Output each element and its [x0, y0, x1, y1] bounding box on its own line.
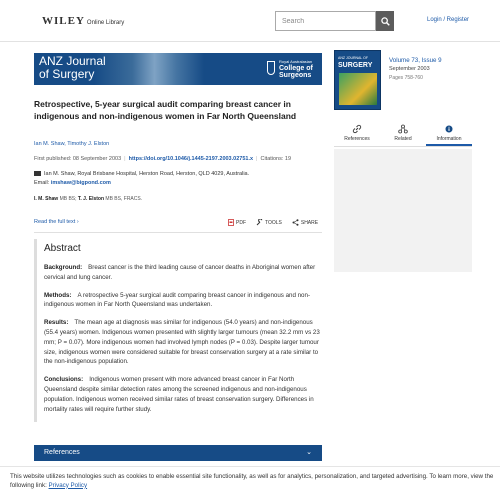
sidebar-tabs — [334, 121, 472, 147]
issue-pages: Pages 758-760 — [389, 75, 423, 81]
first-published-label: First published: — [34, 156, 72, 162]
share-label: SHARE — [300, 219, 319, 226]
logo-text: WILEY — [42, 15, 85, 27]
share-button[interactable] — [292, 219, 318, 226]
banner-photo — [94, 53, 204, 85]
read-full-text-link[interactable] — [34, 219, 79, 225]
search-button[interactable] — [376, 11, 394, 31]
site-header — [0, 0, 500, 42]
journal-title-line2: of Surgery — [39, 67, 95, 81]
section-label: Results: — [44, 319, 69, 327]
section-label: Methods: — [44, 291, 72, 299]
search-input[interactable] — [275, 11, 376, 31]
email-link[interactable]: imshaw@bigpond.com — [50, 180, 111, 186]
issue-volume-link[interactable]: Volume 73, Issue 9 — [389, 57, 442, 64]
cover-title-line2: SURGERY — [338, 62, 373, 69]
search-box — [275, 11, 394, 31]
college-crest-icon — [267, 61, 275, 75]
section-text: A retrospective 5-year surgical audit comparing breast cancer in indigenous and non-indigenous women in Far North Queensland was undertaken. — [44, 291, 311, 309]
abstract-results — [44, 318, 322, 367]
cover-artwork — [339, 73, 377, 105]
info-icon — [444, 124, 454, 134]
section-label: Background: — [44, 264, 83, 271]
journal-banner[interactable] — [34, 53, 322, 85]
tab-information[interactable] — [426, 121, 472, 146]
read-full-text-label: Read the full text — [34, 219, 76, 225]
section-label: Conclusions: — [44, 376, 84, 384]
college-name: College of Surgeons — [279, 65, 313, 79]
issue-date: September 2003 — [389, 66, 430, 72]
cookie-text — [10, 473, 495, 490]
pdf-button[interactable] — [228, 219, 246, 226]
wiley-logo[interactable] — [42, 15, 124, 27]
abstract-conclusions — [44, 375, 322, 414]
information-panel — [334, 149, 472, 272]
envelope-icon — [34, 171, 41, 176]
related-icon — [398, 124, 408, 134]
corresponding-email — [34, 180, 111, 186]
publication-info: First published: 08 September 2003 | https://doi.org/10.1046/j.1445-2197.2003.02751.x | Citations: 19 — [34, 156, 292, 162]
logo-subtext: Online Library — [86, 20, 125, 26]
chevron-down-icon: ⌄ — [306, 449, 312, 456]
cover-title — [338, 54, 372, 70]
issue-cover-image[interactable] — [334, 50, 381, 110]
search-icon — [381, 17, 390, 26]
section-text: The mean age at diagnosis was similar for indigenous (54.0 years) and non-indigenous (55.4 years) women. Indigenous women presented with slightly larger tumours (mean 32.2 mm vs 23 mm; P = 0.07). More indigenous women had involved lymph nodes (P = 0.03). Despite larger tumour size, indigenous women were considered suitable for breast conservation surgery at a rate similar to the non-indigenous population. — [44, 319, 320, 366]
chevron-right-icon: › — [76, 219, 79, 225]
journal-title — [39, 55, 106, 81]
article-authors[interactable]: Ian M. Shaw, Timothy J. Elston — [34, 141, 110, 147]
login-register-link[interactable]: Login / Register — [427, 17, 470, 23]
tab-label: Related — [394, 136, 412, 142]
affil-1-degree: MB BS; — [59, 196, 77, 202]
affil-2-degree: MB BS, FRACS. — [105, 196, 143, 202]
tab-label: References — [344, 136, 370, 142]
cookie-message: This website utilizes technologies such as cookies to enable essential site functionality, as well as for analytics, personalization, and targeted advertising. To learn more, view the following link: — [10, 473, 494, 489]
divider — [34, 232, 322, 233]
article-actions — [228, 219, 318, 226]
affil-1-name: I. M. Shaw — [34, 196, 59, 202]
privacy-policy-link[interactable]: Privacy Policy — [48, 481, 88, 489]
first-published-date: 08 September 2003 — [72, 156, 122, 162]
pdf-icon — [228, 219, 234, 226]
references-label: References — [44, 449, 80, 456]
section-text: Breast cancer is the third leading cause of cancer deaths in Aboriginal women after cervical and lung cancer. — [44, 264, 316, 281]
affil-2-name: T. J. Elston — [77, 196, 105, 202]
tab-related[interactable] — [380, 121, 426, 146]
address-text: Ian M. Shaw, Royal Brisbane Hospital, Herston Road, Herston, QLD 4029, Australia. — [44, 171, 250, 177]
share-icon — [292, 219, 299, 226]
tools-label: TOOLS — [265, 219, 282, 226]
email-label: Email: — [34, 180, 50, 186]
doi-link[interactable]: https://doi.org/10.1046/j.1445-2197.2003.02751.x — [128, 156, 254, 162]
article-title: Retrospective, 5-year surgical audit comparing breast cancer in indigenous and non-indigenous women in Far North Queensland — [34, 99, 297, 121]
college-subtitle: Royal Australasian — [279, 59, 313, 64]
abstract-section — [34, 239, 322, 422]
abstract-heading: Abstract — [44, 243, 81, 254]
corresponding-address — [34, 171, 249, 177]
abstract-methods — [44, 291, 322, 311]
cover-title-line1: ANZ JOURNAL OF — [338, 56, 369, 60]
tab-label: Information — [436, 136, 462, 142]
citations-count[interactable]: Citations: 19 — [260, 156, 292, 162]
references-accordion[interactable] — [34, 445, 322, 461]
journal-title-line1: ANZ Journal — [39, 54, 106, 68]
wrench-icon — [256, 219, 263, 226]
tools-button[interactable] — [256, 219, 282, 226]
abstract-background — [44, 263, 322, 283]
cookie-banner — [0, 466, 500, 500]
link-icon — [352, 124, 362, 134]
pdf-label: PDF — [236, 219, 246, 226]
tab-references[interactable] — [334, 121, 380, 146]
section-text: Indigenous women present with more advanced breast cancer in Far North Queensland despite similar detection rates among the screened indigenous and non-indigenous population. Indigenous women received similar rates of breast conservation surgery. Differences in mortality rates will require further study. — [44, 376, 314, 413]
author-degrees — [34, 196, 142, 202]
